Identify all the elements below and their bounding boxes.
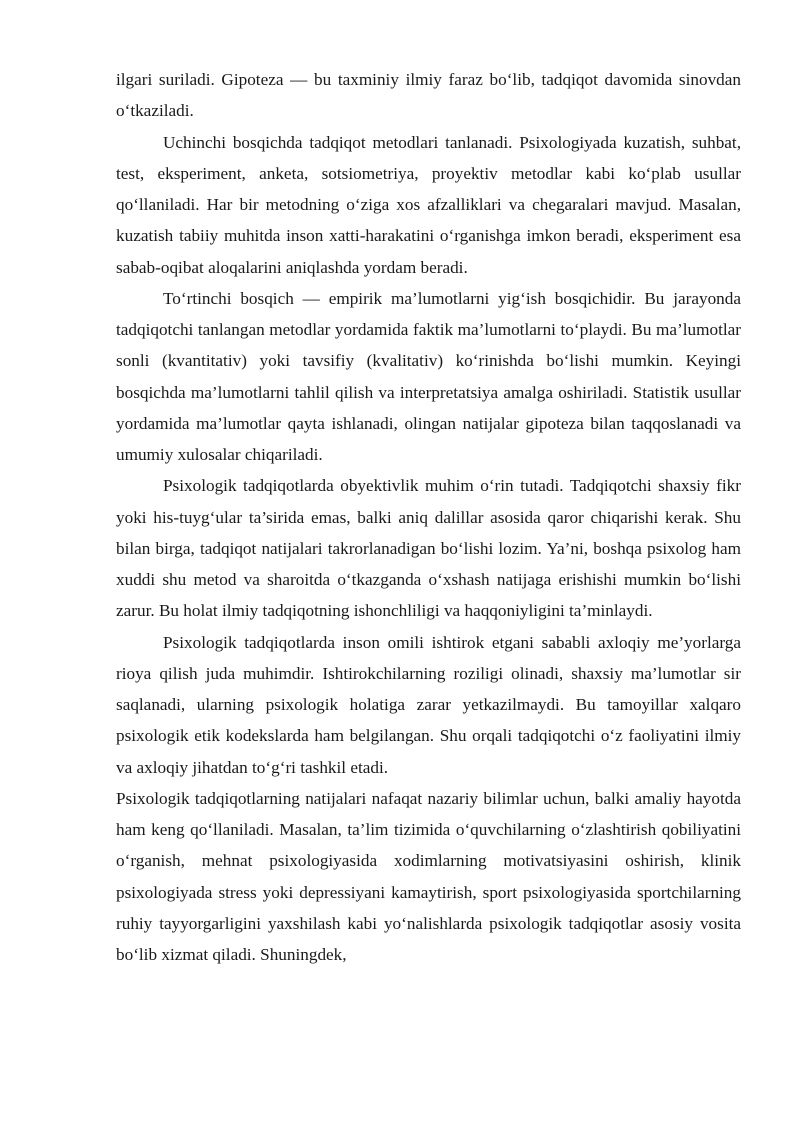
paragraph-applications: Psixologik tadqiqotlarning natijalari nafaqat nazariy bilimlar uchun, balki amaliy hayotda ham keng qo‘llaniladi. Masalan, ta’lim tizimida o‘quvchilarning o‘zlashtirish qobiliyatini o‘rganish, mehnat psixologiyasida xodimlarning motivatsiyasini oshirish, klinik psixologiyada stress yoki depressiyani kamaytirish, sport psixologiyasida sportchilarning ruhiy tayyorgarligini yaxshilash kabi yo‘nalishlarda psixologik tadqiqotlar asosiy vosita bo‘lib xizmat qiladi. Shuningdek, [116, 788, 741, 964]
paragraph-objectivity: Psixologik tadqiqotlarda obyektivlik muhim o‘rin tutadi. Tadqiqotchi shaxsiy fikr yoki his-tuyg‘ular ta’sirida emas, balki aniq dalillar asosida qaror chiqarishi kerak. Shu bilan birga, tadqiqot natijalari takrorlanadigan bo‘lishi lozim. Ya’ni, boshqa psixolog ham xuddi shu metod va sharoitda o‘tkazganda o‘xshash natijaga erishishi mumkin bo‘lishi zarur. Bu holat ilmiy tadqiqotning ishonchliligi va haqqoniyligini ta’minlaydi. [116, 476, 741, 621]
document-page [116, 64, 741, 970]
paragraph-fourth-stage: To‘rtinchi bosqich — empirik ma’lumotlarni yig‘ish bosqichidir. Bu jarayonda tadqiqotchi tanlangan metodlar yordamida faktik ma’lumotlarni to‘playdi. Bu ma’lumotlar sonli (kvantitativ) yoki tavsifiy (kvalitativ) ko‘rinishda bo‘lishi mumkin. Keyingi bosqichda ma’lumotlarni tahlil qilish va interpretatsiya amalga oshiriladi. Statistik usullar yordamida ma’lumotlar qayta ishlanadi, olingan natijalar gipoteza bilan taqqoslanadi va umumiy xulosalar chiqariladi. [116, 288, 741, 464]
paragraph-ethics: Psixologik tadqiqotlarda inson omili ishtirok etgani sababli axloqiy me’yorlarga rioya qilish juda muhimdir. Ishtirokchilarning roziligi olinadi, shaxsiy ma’lumotlar sir saqlanadi, ularning psixologik holatiga zarar yetkazilmaydi. Bu tamoyillar xalqaro psixologik etik kodekslarda ham belgilangan. Shu orqali tadqiqotchi o‘z faoliyatini ilmiy va axloqiy jihatdan to‘g‘ri tashkil etadi. [116, 632, 741, 777]
paragraph-continuation: ilgari suriladi. Gipoteza — bu taxminiy ilmiy faraz bo‘lib, tadqiqot davomida sinovdan o‘tkaziladi. [116, 70, 741, 121]
paragraph-third-stage: Uchinchi bosqichda tadqiqot metodlari tanlanadi. Psixologiyada kuzatish, suhbat, test, eksperiment, anketa, sotsiometriya, proyektiv metodlar kabi ko‘plab usullar qo‘llaniladi. Har bir metodning o‘ziga xos afzalliklari va chegaralari mavjud. Masalan, kuzatish tabiiy muhitda inson xatti-harakatini o‘rganishga imkon beradi, eksperiment esa sabab-oqibat aloqalarini aniqlashda yordam beradi. [116, 132, 741, 277]
